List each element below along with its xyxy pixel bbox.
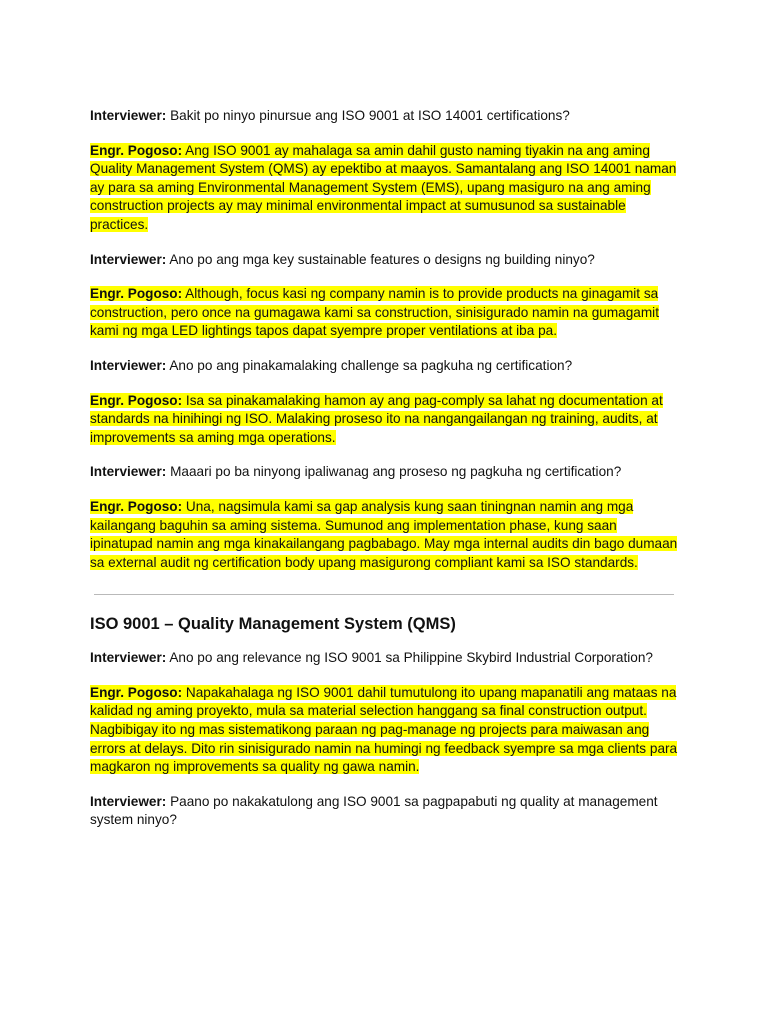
speaker-label: Interviewer: bbox=[90, 464, 167, 480]
speaker-label: Engr. Pogoso: bbox=[90, 498, 183, 514]
interviewee-answer bbox=[90, 285, 680, 341]
speaker-label: Engr. Pogoso: bbox=[90, 684, 183, 700]
question-text: Paano po nakakatulong ang ISO 9001 sa pagpapabuti ng quality at management system ninyo? bbox=[90, 793, 658, 828]
question-text: Maaari po ba ninyong ipaliwanag ang proseso ng pagkuha ng certification? bbox=[166, 464, 622, 480]
answer-text: Una, nagsimula kami sa gap analysis kung saan tiningnan namin ang mga kailangang baguhin sa aming sistema. Sumunod ang implementation phase, kung saan ipinatupad namin ang mga kinakailangang pagbabago. May mga internal audits din bago dumaan sa external audit ng certification body upang masigurong compliant kami sa ISO standards. bbox=[90, 498, 678, 570]
interviewer-question bbox=[90, 649, 680, 668]
interviewer-question bbox=[90, 793, 680, 830]
interviewer-question bbox=[90, 463, 680, 482]
interviewee-answer bbox=[90, 684, 680, 777]
speaker-label: Interviewer: bbox=[90, 357, 167, 373]
section-divider bbox=[94, 594, 674, 595]
question-text: Bakit po ninyo pinursue ang ISO 9001 at ISO 14001 certifications? bbox=[166, 108, 570, 123]
speaker-label: Engr. Pogoso: bbox=[90, 286, 183, 302]
document-content bbox=[90, 107, 680, 846]
speaker-label: Engr. Pogoso: bbox=[90, 142, 183, 158]
answer-text: Napakahalaga ng ISO 9001 dahil tumutulong ito upang mapanatili ang mataas na kalidad ng aming proyekto, mula sa material selection hanggang sa final construction output. Nagbibigay ito ng mas sistematikong paraan ng pag-manage ng projects para maiwasan ang errors at delays. Dito rin sinisigurado namin na humingi ng feedback syempre sa mga clients para magkaron ng improvements sa quality ng gawa namin. bbox=[90, 684, 678, 775]
answer-text: Isa sa pinakamalaking hamon ay ang pag-comply sa lahat ng documentation at standards na hinihingi ng ISO. Malaking proseso ito na nangangailangan ng training, audits, at improvements sa aming mga operations. bbox=[90, 392, 663, 445]
speaker-label: Interviewer: bbox=[90, 108, 167, 123]
question-text: Ano po ang relevance ng ISO 9001 sa Philippine Skybird Industrial Corporation? bbox=[166, 650, 653, 666]
answer-text: Although, focus kasi ng company namin is to provide products na ginagamit sa construction, pero once na gumagawa kami sa construction, sinisigurado namin na gumagamit kami ng mga LED lightings tapos dapat syempre proper ventilations at iba pa. bbox=[90, 286, 659, 339]
speaker-label: Interviewer: bbox=[90, 650, 167, 666]
answer-text: Ang ISO 9001 ay mahalaga sa amin dahil gusto naming tiyakin na ang aming Quality Management System (QMS) ay epektibo at maayos. Samantalang ang ISO 14001 naman ay para sa aming Environmental Management System (EMS), upang masiguro na ang aming construction projects ay may minimal environmental impact at sumusunod sa sustainable practices. bbox=[90, 142, 677, 232]
speaker-label: Interviewer: bbox=[90, 793, 167, 809]
interviewee-answer bbox=[90, 498, 680, 572]
interviewer-question bbox=[90, 357, 680, 376]
question-text: Ano po ang pinakamalaking challenge sa pagkuha ng certification? bbox=[166, 357, 573, 373]
interviewee-answer bbox=[90, 142, 680, 235]
interviewer-question bbox=[90, 251, 680, 270]
interviewee-answer bbox=[90, 392, 680, 448]
interviewer-question bbox=[90, 107, 680, 126]
speaker-label: Engr. Pogoso: bbox=[90, 392, 183, 408]
section-heading: ISO 9001 – Quality Management System (QMS) bbox=[90, 615, 456, 634]
question-text: Ano po ang mga key sustainable features o designs ng building ninyo? bbox=[166, 251, 595, 267]
speaker-label: Interviewer: bbox=[90, 251, 167, 267]
